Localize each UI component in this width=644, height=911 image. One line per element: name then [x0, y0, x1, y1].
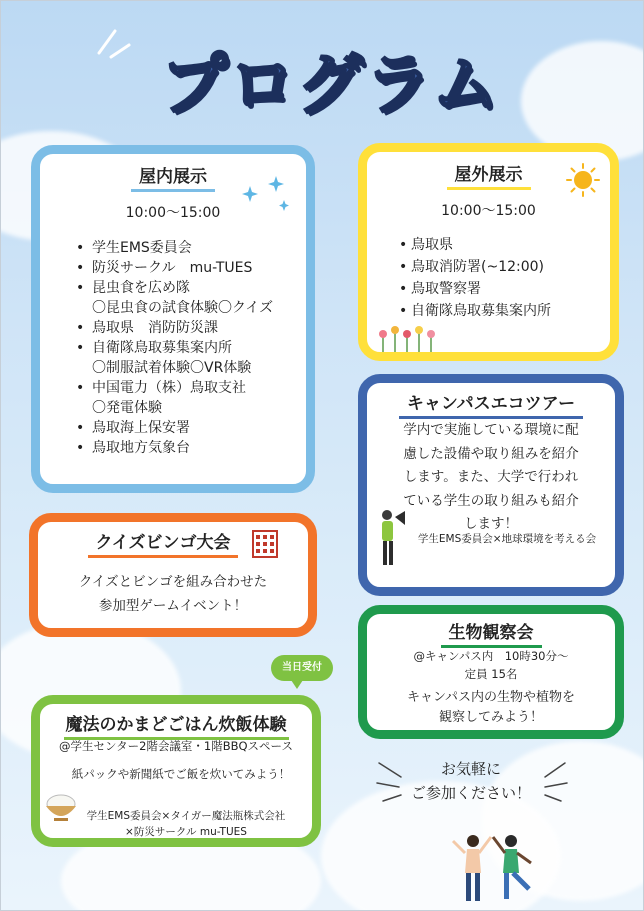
sparkle-lines-icon: [93, 23, 133, 63]
bullet: •: [76, 320, 85, 336]
bullet: •: [76, 420, 85, 436]
list-item-label: 鳥取警察署: [411, 281, 481, 297]
list-item: [76, 378, 273, 398]
list-item: [76, 338, 273, 358]
text-line: キャンパス内の生物や植物を: [406, 690, 576, 705]
badge-pointer: [289, 677, 305, 689]
bullet: •: [399, 303, 408, 319]
magic-kamado-card: [31, 695, 321, 847]
indoor-time: 10:00〜15:00: [125, 205, 221, 221]
list-item-label: 鳥取海上保安署: [92, 420, 190, 436]
text-line: します！: [464, 516, 518, 532]
page-title: プログラム: [161, 46, 501, 123]
magic-location: @学生センター2階会議室・1階BBQスペース: [59, 739, 293, 753]
eco-tour-title: キャンパスエコツアー: [399, 389, 583, 419]
list-item-label: 鳥取地方気象台: [92, 440, 190, 456]
magic-organizer-line2: ×防災サークル mu-TUES: [125, 826, 247, 838]
indoor-title: 屋内展示: [131, 162, 215, 192]
dancing-people-icon: [445, 823, 545, 907]
outdoor-exhibit-list: [399, 234, 551, 322]
list-item-label: 鳥取消防署(~12:00): [411, 259, 544, 275]
list-item: [76, 238, 273, 258]
list-item: [399, 300, 551, 322]
outdoor-title: 屋外展示: [447, 160, 531, 190]
eco-tour-organizer: 学生EMS委員会×地球環境を考える会: [417, 533, 597, 545]
list-item: [76, 438, 273, 458]
bullet: •: [399, 237, 408, 253]
list-item: [399, 256, 551, 278]
list-item: [399, 278, 551, 300]
list-item-detail: 〇発電体験: [92, 400, 162, 416]
bio-capacity: 定員 15名: [464, 667, 518, 681]
bio-title: 生物観察会: [441, 618, 542, 648]
magic-organizer-line1: 学生EMS委員会×タイガー魔法瓶株式会社: [86, 810, 286, 822]
bullet: •: [76, 380, 85, 396]
closing-line2: ご参加ください！: [410, 784, 531, 802]
list-item: [399, 234, 551, 256]
outdoor-exhibit-card: [358, 143, 619, 361]
list-item-label: 学生EMS委員会: [92, 240, 192, 256]
flowers-icon: [375, 322, 445, 354]
sun-icon: [565, 162, 601, 198]
bullet: •: [399, 259, 408, 275]
closing-line1: お気軽に: [440, 760, 501, 778]
bullet: •: [76, 340, 85, 356]
list-item-label: 防災サークル mu-TUES: [92, 260, 253, 276]
campus-eco-tour-card: [358, 374, 624, 596]
bullet: •: [399, 281, 408, 297]
quiz-bingo-card: [29, 513, 317, 637]
list-item: [76, 418, 273, 438]
magic-title: 魔法のかまどごはん炊飯体験: [64, 710, 289, 740]
magic-description: 紙パックや新聞紙でご飯を炊いてみよう！: [71, 767, 291, 781]
bullet: •: [76, 280, 85, 296]
list-item: [76, 318, 273, 338]
text-line: します。また、大学で行われ: [403, 469, 579, 485]
text-line: 慮した設備や取り組みを紹介: [403, 445, 579, 462]
outdoor-time: 10:00〜15:00: [441, 203, 536, 219]
closing-message: [381, 757, 561, 805]
quiz-description: [38, 570, 308, 618]
text-line: 学内で実施している環境に配: [403, 422, 579, 438]
list-item-detail: 〇昆虫食の試食体験〇クイズ: [92, 300, 274, 316]
list-item-label: 中国電力（株）鳥取支社: [92, 380, 246, 396]
list-item-detail: 〇制服試着体験〇VR体験: [92, 360, 252, 376]
list-item: [76, 278, 273, 298]
bio-observation-card: [358, 605, 624, 739]
indoor-exhibit-list: [76, 238, 273, 458]
indoor-exhibit-card: [31, 145, 315, 493]
bio-location: @キャンパス内 10時30分〜: [413, 649, 569, 663]
bullet: •: [76, 440, 85, 456]
list-item-label: 自衛隊鳥取募集案内所: [411, 303, 551, 319]
list-item-label: 鳥取県 消防防災課: [92, 320, 218, 336]
bingo-card-icon: [252, 530, 278, 558]
list-item-label: 昆虫食を広め隊: [92, 280, 190, 296]
text-line: ている学生の取り組みも紹介: [403, 492, 579, 509]
bullet: •: [76, 260, 85, 276]
bullet: •: [76, 240, 85, 256]
list-item-label: 自衛隊鳥取募集案内所: [92, 340, 232, 356]
text-line: 観察してみよう！: [438, 710, 543, 725]
text-line: 参加型ゲームイベント！: [98, 598, 248, 614]
bio-description: [367, 688, 615, 728]
quiz-title: クイズビンゴ大会: [88, 528, 239, 558]
list-item-label: 鳥取県: [411, 237, 453, 253]
same-day-registration-badge: 当日受付: [271, 655, 333, 681]
list-item: [76, 258, 273, 278]
text-line: クイズとビンゴを組み合わせた: [78, 574, 268, 590]
